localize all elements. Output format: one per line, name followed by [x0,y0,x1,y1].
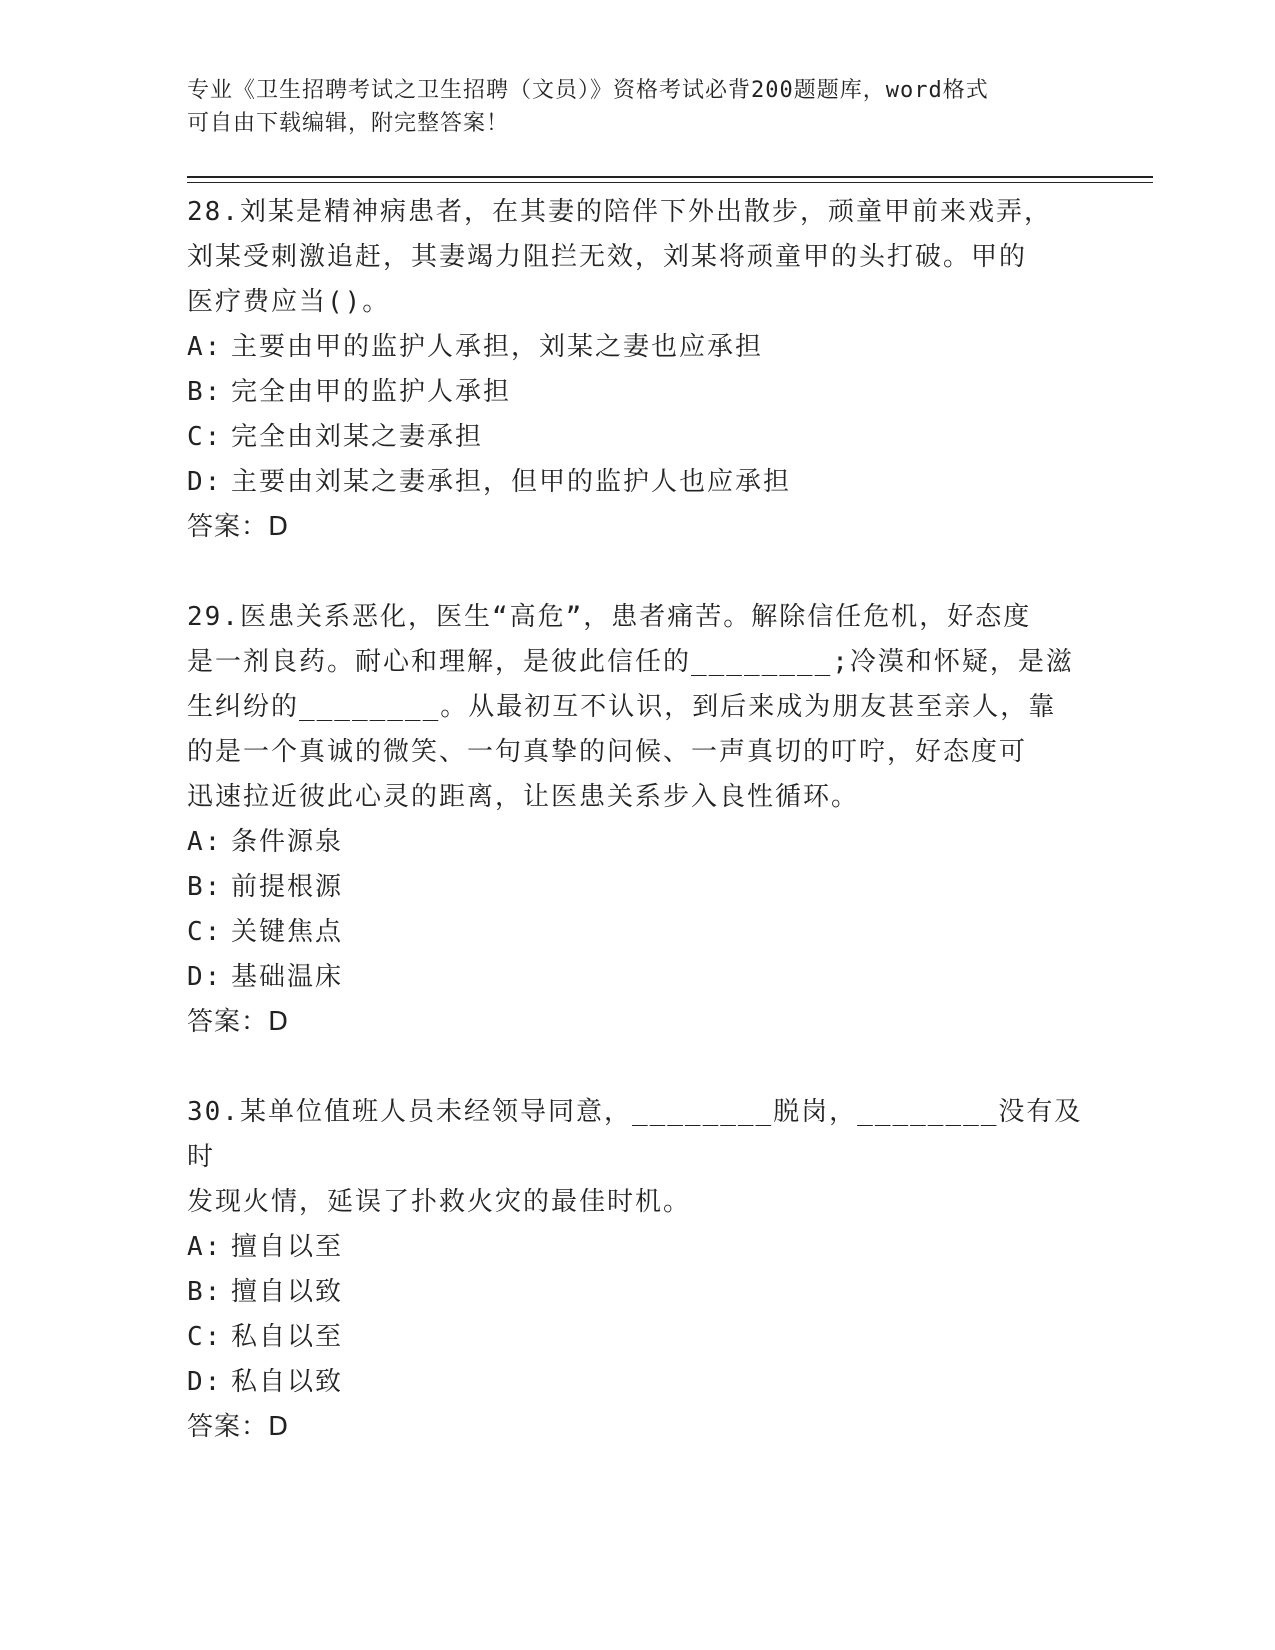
option-text: 完全由甲的监护人承担 [231,377,512,407]
question-list [187,190,1087,1450]
option-text: 私自以至 [231,1322,344,1352]
option-key: C: [187,917,223,947]
option-d [187,955,1087,1000]
option-text: 基础温床 [231,962,344,992]
header-line-1: 专业《卫生招聘考试之卫生招聘（文员）》资格考试必背200题题库，word格式 [187,78,989,103]
option-text: 关键焦点 [231,917,344,947]
question-text-line: 刘某受刺激追赶，其妻竭力阻拦无效，刘某将顽童甲的头打破。甲的 [187,242,1028,272]
option-key: C: [187,422,223,452]
option-key: A: [187,827,223,857]
option-d [187,460,1087,505]
option-key: D: [187,467,223,497]
option-b [187,865,1087,910]
option-text: 条件源泉 [231,827,344,857]
option-key: D: [187,962,223,992]
question-text-line: 30.某单位值班人员未经领导同意，________脱岗，________没有及时 [187,1097,1083,1172]
question-text-line: 生纠纷的________。从最初互不认识，到后来成为朋友甚至亲人，靠 [187,692,1057,722]
option-c [187,910,1087,955]
option-text: 擅自以致 [231,1277,344,1307]
option-text: 擅自以至 [231,1232,344,1262]
question-text-line: 28.刘某是精神病患者，在其妻的陪伴下外出散步，顽童甲前来戏弄， [187,197,1052,227]
option-a [187,1225,1087,1270]
option-text: 前提根源 [231,872,344,902]
option-b [187,370,1087,415]
answer-line: 答案：D [187,1007,290,1037]
header-rule-thick [187,176,1153,178]
question-text-line: 迅速拉近彼此心灵的距离，让医患关系步入良性循环。 [187,782,860,812]
option-a [187,820,1087,865]
question-text-line: 的是一个真诚的微笑、一句真挚的问候、一声真切的叮咛，好态度可 [187,737,1028,767]
question-text-line: 是一剂良药。耐心和理解，是彼此信任的________;冷漠和怀疑，是滋 [187,647,1074,677]
answer-line: 答案：D [187,512,290,542]
header-line-2: 可自由下载编辑，附完整答案！ [187,111,510,136]
document-header [187,74,1067,140]
option-text: 私自以致 [231,1367,344,1397]
question-text-line: 发现火情，延误了扑救火灾的最佳时机。 [187,1187,692,1217]
option-a [187,325,1087,370]
answer-line: 答案：D [187,1412,290,1442]
question-text-line: 29.医患关系恶化，医生“高危”，患者痛苦。解除信任危机，好态度 [187,602,1032,632]
option-key: B: [187,872,223,902]
option-key: C: [187,1322,223,1352]
option-key: D: [187,1367,223,1397]
option-key: A: [187,1232,223,1262]
option-key: B: [187,377,223,407]
header-rule-thin [187,182,1153,183]
question-gap [187,1045,1087,1090]
option-c [187,1315,1087,1360]
question-30 [187,1090,1087,1450]
option-text: 主要由刘某之妻承担，但甲的监护人也应承担 [231,467,792,497]
option-key: A: [187,332,223,362]
option-c [187,415,1087,460]
option-text: 完全由刘某之妻承担 [231,422,484,452]
question-29 [187,595,1087,1045]
option-key: B: [187,1277,223,1307]
question-28 [187,190,1087,550]
option-d [187,1360,1087,1405]
question-text-line: 医疗费应当()。 [187,287,391,317]
question-gap [187,550,1087,595]
option-b [187,1270,1087,1315]
option-text: 主要由甲的监护人承担，刘某之妻也应承担 [231,332,764,362]
